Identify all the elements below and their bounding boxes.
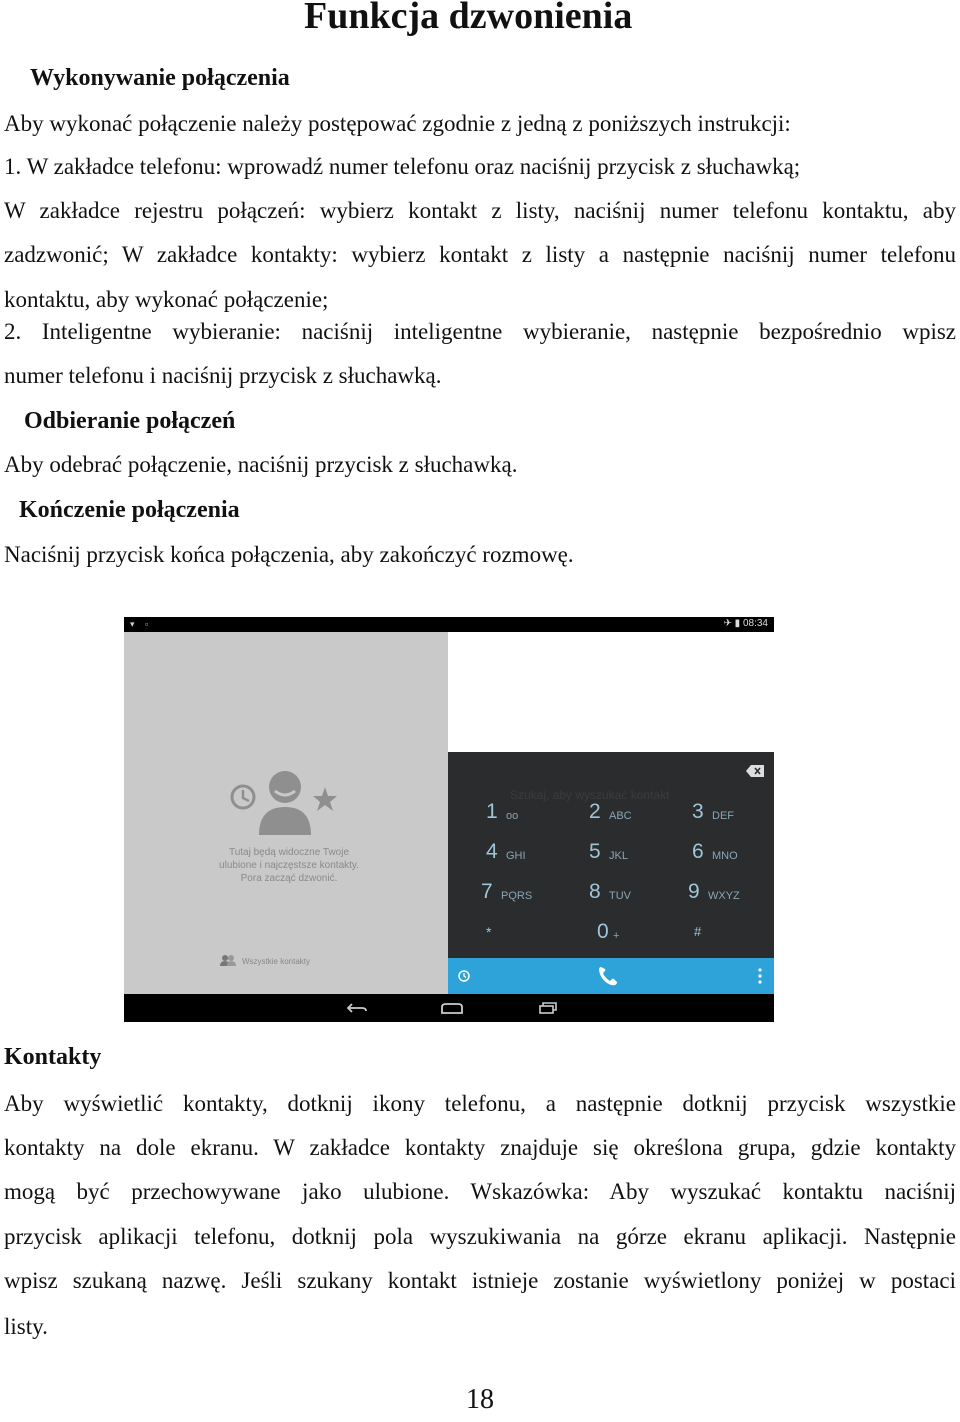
home-icon[interactable]	[440, 1002, 464, 1014]
overflow-menu-icon[interactable]	[758, 968, 762, 984]
dial-hint: Szukaj, aby wyszukać kontakt	[510, 788, 670, 802]
paragraph-receive: Aby odebrać połączenie, naciśnij przycisk z słuchawką.	[4, 452, 518, 477]
dial-key-3[interactable]: 3 DEF	[692, 800, 734, 823]
heading-ending-call: Kończenie połączenia	[19, 497, 240, 523]
paragraph-line: mogą być przechowywane jako ulubione. Wskazówka: Aby wyszukać kontaktu naciśnij	[4, 1179, 956, 1204]
paragraph-intro: Aby wykonać połączenie należy postępować zgodnie z jedną z poniższych instrukcji:	[4, 111, 791, 136]
dial-key-5[interactable]: 5 JKL	[589, 840, 628, 863]
paragraph-line: 1. W zakładce telefonu: wprowadź numer telefonu oraz naciśnij przycisk z słuchawką;	[4, 154, 801, 179]
paragraph-line: 2. Inteligentne wybieranie: naciśnij inteligentne wybieranie, następnie bezpośrednio wpisz	[4, 319, 956, 344]
heading-contacts: Kontakty	[4, 1044, 102, 1070]
dial-key-8[interactable]: 8 TUV	[589, 880, 631, 903]
paragraph-line: wpisz szukaną nazwę. Jeśli szukany kontakt istnieje zostanie wyświetlony poniżej w postaci	[4, 1268, 956, 1293]
dialpad	[448, 752, 774, 994]
phone-screenshot	[124, 617, 774, 1022]
status-bar	[124, 617, 774, 632]
recent-apps-icon[interactable]	[538, 1002, 558, 1014]
backspace-icon[interactable]	[746, 765, 764, 777]
page-number: 18	[466, 1384, 494, 1415]
paragraph-line: Aby wyświetlić kontakty, dotknij ikony telefonu, a następnie dotknij przycisk wszystkie	[4, 1091, 956, 1116]
paragraph-line: listy.	[4, 1314, 48, 1339]
history-icon[interactable]	[458, 970, 470, 982]
favorites-icon	[229, 767, 349, 837]
paragraph-line: W zakładce rejestru połączeń: wybierz kontakt z listy, naciśnij numer telefonu kontaktu, aby	[4, 198, 956, 223]
favorites-pane	[124, 632, 448, 994]
paragraph-line: kontaktu, aby wykonać połączenie;	[4, 287, 329, 312]
paragraph-line: numer telefonu i naciśnij przycisk z słuchawką.	[4, 363, 442, 388]
favorites-empty-message: Tutaj będą widoczne Twoje ulubione i najczęstsze kontakty. Pora zacząć dzwonić.	[219, 847, 359, 884]
heading-receiving-calls: Odbieranie połączeń	[24, 408, 236, 434]
navigation-bar	[124, 994, 774, 1022]
dial-key-4[interactable]: 4 GHI	[486, 840, 526, 863]
digits-field[interactable]	[448, 752, 774, 792]
contacts-icon	[220, 954, 236, 966]
paragraph-line: kontakty na dole ekranu. W zakładce kontakty znajduje się określona grupa, gdzie kontakty	[4, 1135, 956, 1160]
paragraph-end: Naciśnij przycisk końca połączenia, aby zakończyć rozmowę.	[4, 542, 574, 567]
paragraph-line: przycisk aplikacji telefonu, dotknij pola wyszukiwania na górze ekranu aplikacji. Następnie	[4, 1224, 956, 1249]
heading-making-call: Wykonywanie połączenia	[30, 65, 290, 91]
status-clock: ✈ ▮ 08:34	[723, 618, 768, 629]
call-bar	[448, 958, 774, 994]
dial-key-star[interactable]: *	[486, 924, 492, 940]
dial-key-1[interactable]: 1 oo	[486, 800, 519, 823]
dial-key-hash[interactable]: #	[694, 924, 702, 939]
dial-key-9[interactable]: 9 WXYZ	[688, 880, 740, 903]
paragraph-line: zadzwonić; W zakładce kontakty: wybierz kontakt z listy a następnie naciśnij numer telefonu	[4, 242, 956, 267]
dial-key-6[interactable]: 6 MNO	[692, 840, 738, 863]
back-icon[interactable]	[346, 1002, 368, 1014]
dial-key-0[interactable]: 0 +	[597, 920, 620, 943]
all-contacts-button[interactable]: Wszystkie kontakty	[242, 957, 310, 966]
dial-key-7[interactable]: 7 PQRS	[481, 880, 533, 903]
call-button-icon[interactable]	[596, 964, 620, 988]
page-title: Funkcja dzwonienia	[304, 0, 633, 37]
notification-icons: ▾ ▫	[130, 619, 153, 629]
dial-key-2[interactable]: 2 ABC	[589, 800, 632, 823]
